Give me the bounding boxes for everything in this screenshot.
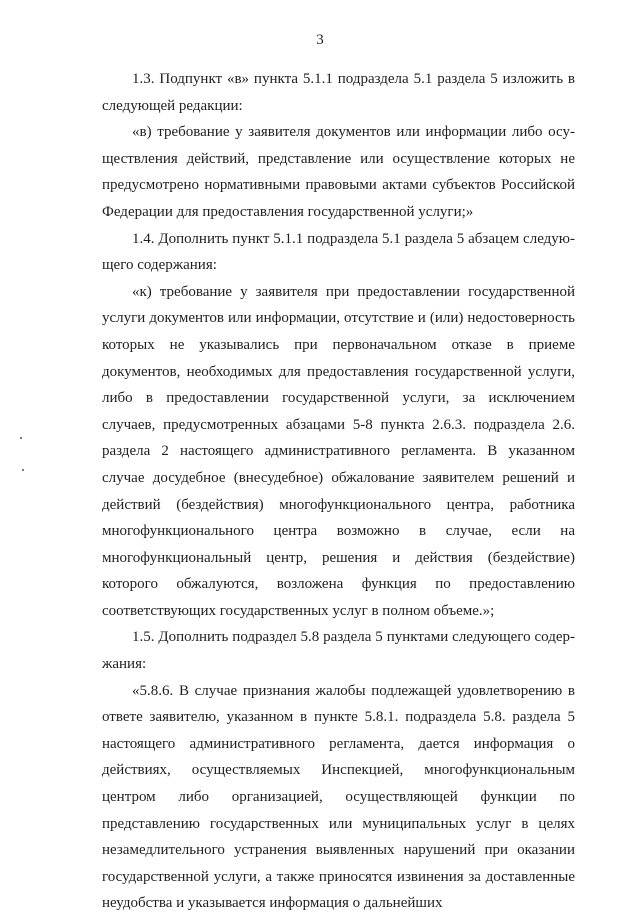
paragraph-1-4: 1.4. Дополнить пункт 5.1.1 подраздела 5.1 раздела 5 абзацем следующего содержания: [102, 230, 575, 274]
paragraph-subitem-v: «в) требование у заявителя документов или информации либо осуществления действий, представление или осуществление которых не предусмотрено нормативными правовыми актами субъектов Российской Федерации для предоставления государственной услуги;» [102, 124, 575, 220]
paragraph-1-5: 1.5. Дополнить подраздел 5.8 раздела 5 пунктами следующего содержания: [102, 629, 575, 673]
document-body [102, 66, 575, 917]
page-number: 3 [316, 32, 324, 48]
scan-speck [20, 437, 22, 439]
paragraph-1-3: 1.3. Подпункт «в» пункта 5.1.1 подраздела 5.1 раздела 5 изложить в следующей редакции: [102, 71, 575, 114]
paragraph-5-8-6: «5.8.6. В случае признания жалобы подлежащей удовлетворению в ответе заявителю, указанном в пункте 5.8.1. подраздела 5.8. раздела 5 настоящего административного регламента, дается информация о действиях, осуществляемых Инспекцией, многофункциональным центром либо организацией, осуществляющей функции по представлению государственных или муниципальных услуг в целях незамедлительного устранения выявленных нарушений при оказании государственной услуги, а также приносятся извинения за доставленные неудобства и указывается информация о дальнейших [102, 682, 575, 912]
paragraph-subitem-k: «к) требование у заявителя при предоставлении государственной услуги документов или информации, отсутствие и (или) недостоверность которых не указывались при первоначальном отказе в приеме документов, необходимых для предоставления государственной услуги, либо в предоставлении государственной услуги, за исключением случаев, предусмотренных абзацами 5-8 пункта 2.6.3. подраздела 2.6. раздела 2 настоящего административного регламента. В указанном случае досудебное (внесудебное) обжалование заявителем решений и действий (бездействия) многофункционального центра, работника многофункционального центра возможно в случае, если на многофункциональный центр, решения и действия (бездействие) которого обжалуются, возложена функция по предоставлению соответствующих государственных услуг в полном объеме.»; [102, 283, 575, 619]
scan-speck [22, 469, 24, 471]
